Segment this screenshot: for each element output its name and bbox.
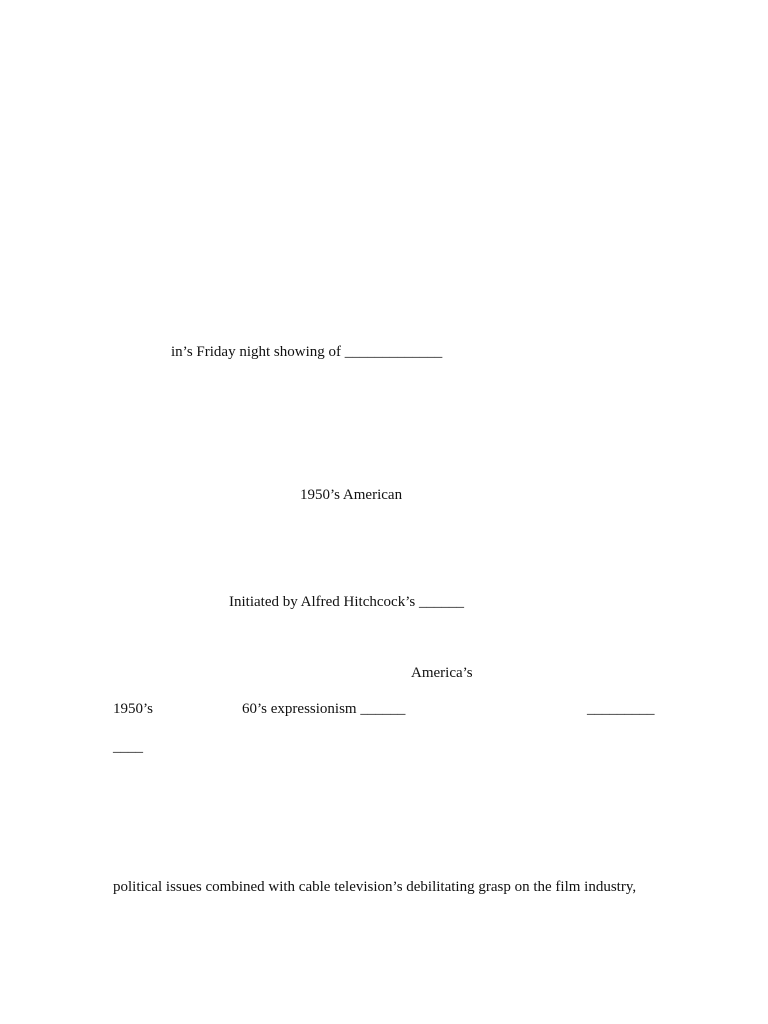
text-fragment-1950s-american: 1950’s American (300, 487, 403, 503)
text-fragment-short-blank: ____ (113, 739, 143, 755)
text-fragment-americas: America’s (411, 665, 473, 681)
text-fragment-hitchcock: Initiated by Alfred Hitchcock’s ______ (229, 594, 464, 610)
text-fragment-friday-showing: in’s Friday night showing of _____________ (171, 344, 443, 360)
text-fragment-60s-expressionism: 60’s expressionism ______ (242, 701, 406, 717)
text-fragment-1950s: 1950’s (113, 701, 154, 717)
text-fragment-political-issues: political issues combined with cable television’s debilitating grasp on the film industry, (113, 879, 637, 895)
text-fragment-blank-line: _________ (587, 701, 655, 717)
